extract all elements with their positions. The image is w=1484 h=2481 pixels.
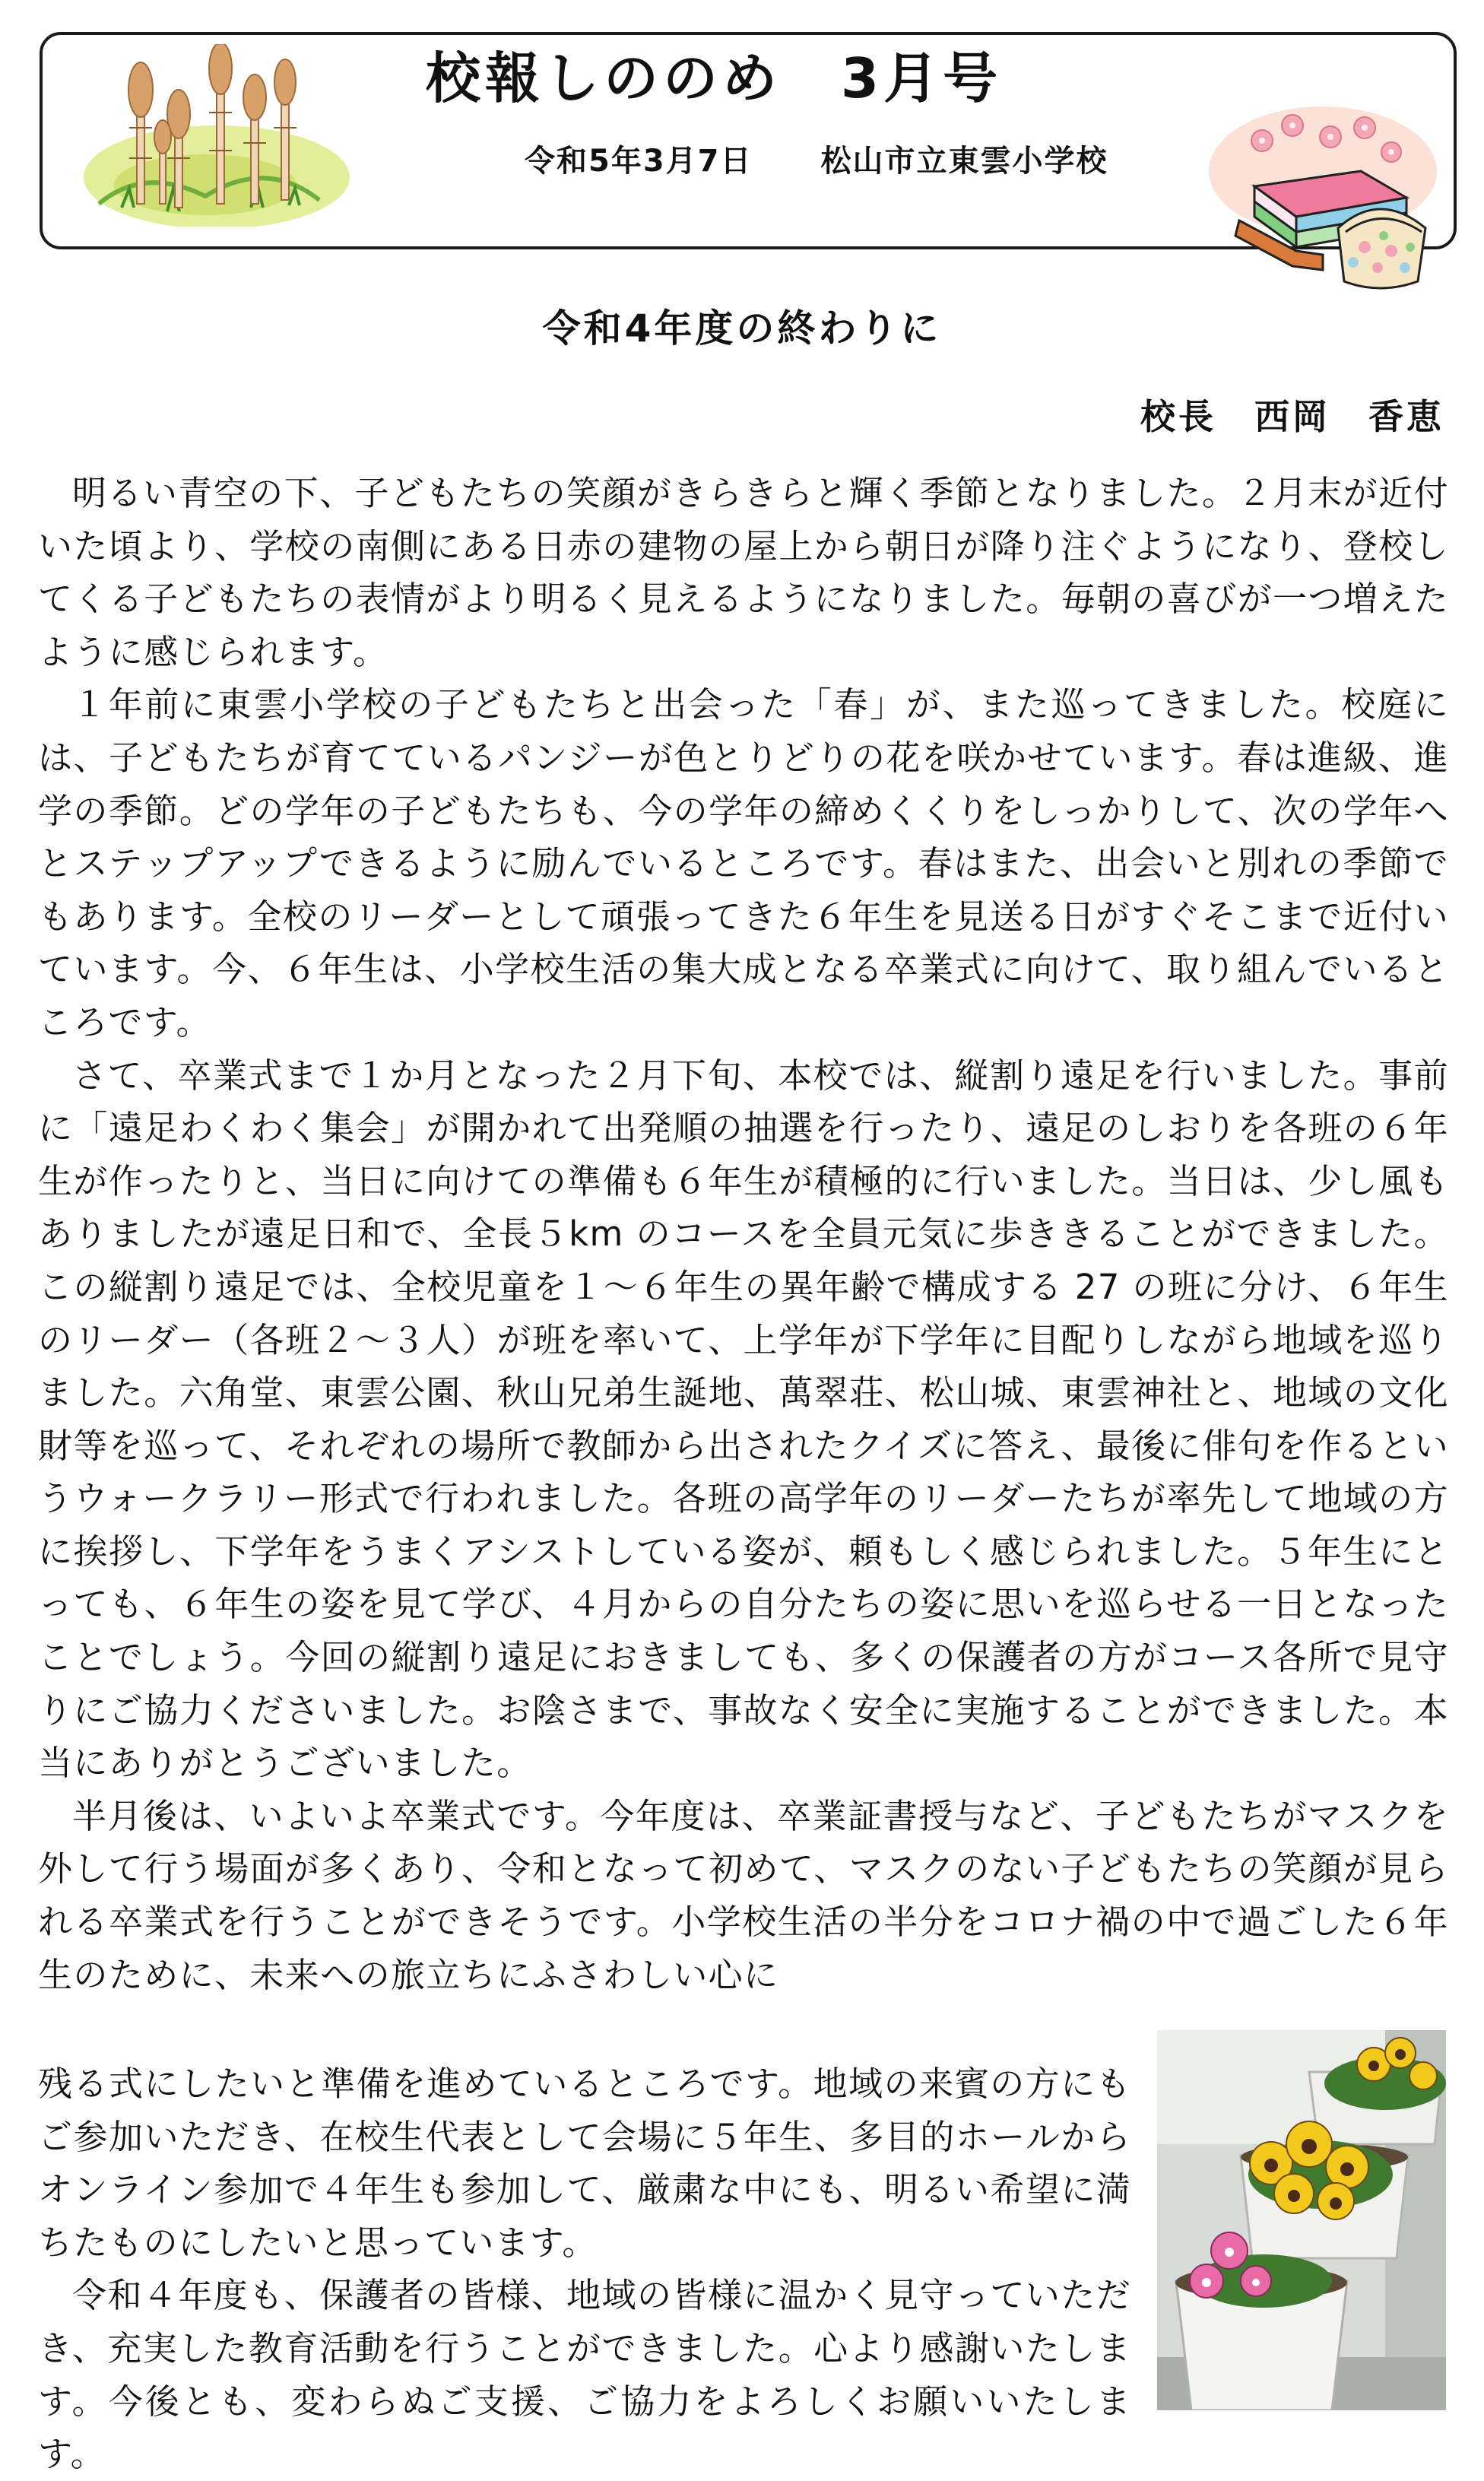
article-body: [38, 467, 1449, 2001]
article-body-continued: [38, 2057, 1131, 2481]
paragraph: １年前に東雲小学校の子どもたちと出会った「春」が、また巡ってきました。校庭には、子どもたちが育てているパンジーが色とりどりの花を咲かせています。春は進級、進学の季節。どの学年の子どもたちも、今の学年の締めくくりをしっかりして、次の学年へとステップアップできるように励んでいるところです。春はまた、出会いと別れの季節でもあります。全校のリーダーとして頑張ってきた６年生を見送る日がすぐそこまで近付いています。今、６年生は、小学校生活の集大成となる卒業式に向けて、取り組んでいるところです。: [38, 684, 1449, 1042]
horsetail-illustration: [53, 44, 357, 227]
article-title: 令和4年度の終わりに: [542, 306, 942, 351]
hina-doll-decoration-illustration: [1209, 99, 1460, 308]
issue-date: 令和5年3月7日: [525, 144, 753, 179]
article-author: 校長 西岡 香恵: [1140, 396, 1444, 437]
school-name: 松山市立東雲小学校: [820, 144, 1108, 179]
closing-paragraph: 令和４年度も、保護者の皆様、地域の皆様に温かく見守っていただき、充実した教育活動を行うことができました。心より感謝いたします。今後とも、変わらぬご支援、ご協力をよろしくお願いいたします。: [38, 2275, 1131, 2475]
newsletter-title: 校報しののめ 3月号: [426, 46, 1003, 110]
paragraph: 明るい青空の下、子どもたちの笑顔がきらきらと輝く季節となりました。２月末が近付いた頃より、学校の南側にある日赤の建物の屋上から朝日が降り注ぐようになり、登校してくる子どもたちの表情がより明るく見えるようになりました。毎朝の喜びが一つ増えたように感じられます。: [38, 473, 1450, 672]
issue-date-line: [525, 137, 1108, 180]
paragraph-continuation: 残る式にしたいと準備を進めているところです。地域の来賓の方にもご参加いただき、在校生代表として会場に５年生、多目的ホールからオンライン参加で４年生も参加して、厳粛な中にも、明るい希望に満ちたものにしたいと思っています。: [38, 2064, 1131, 2263]
paragraph: 半月後は、いよいよ卒業式です。今年度は、卒業証書授与など、子どもたちがマスクを外して行う場面が多くあり、令和となって初めて、マスクのない子どもたちの笑顔が見られる卒業式を行うことができそうです。小学校生活の半分をコロナ禍の中で過ごした６年生のために、未来への旅立ちにふさわしい心に: [38, 1795, 1449, 1995]
pansy-pots-photo: [1157, 2030, 1446, 2410]
paragraph: さて、卒業式まで１か月となった２月下旬、本校では、縦割り遠足を行いました。事前に「遠足わくわく集会」が開かれて出発順の抽選を行ったり、遠足のしおりを各班の６年生が作ったりと、当日に向けての準備も６年生が積極的に行いました。当日は、少し風もありましたが遠足日和で、全長５km のコースを全員元気に歩ききることができました。この縦割り遠足では、全校児童を１～６年生の異年齢で構成する 27 の班に分け、６年生のリーダー（各班２～３人）が班を率いて、上学年が下学年に目配りしながら地域を巡りました。六角堂、東雲公園、秋山兄弟生誕地、萬翠荘、松山城、東雲神社と、地域の文化財等を巡って、それぞれの場所で教師から出されたクイズに答え、最後に俳句を作るというウォークラリー形式で行われました。各班の高学年のリーダーたちが率先して地域の方に挨拶し、下学年をうまくアシストしている姿が、頼もしく感じられました。５年生にとっても、６年生の姿を見て学び、４月からの自分たちの姿に思いを巡らせる一日となったことでしょう。今回の縦割り遠足におきましても、多くの保護者の方がコース各所で見守りにご協力くださいました。お陰さまで、事故なく安全に実施することができました。本当にありがとうございました。: [38, 1055, 1450, 1784]
